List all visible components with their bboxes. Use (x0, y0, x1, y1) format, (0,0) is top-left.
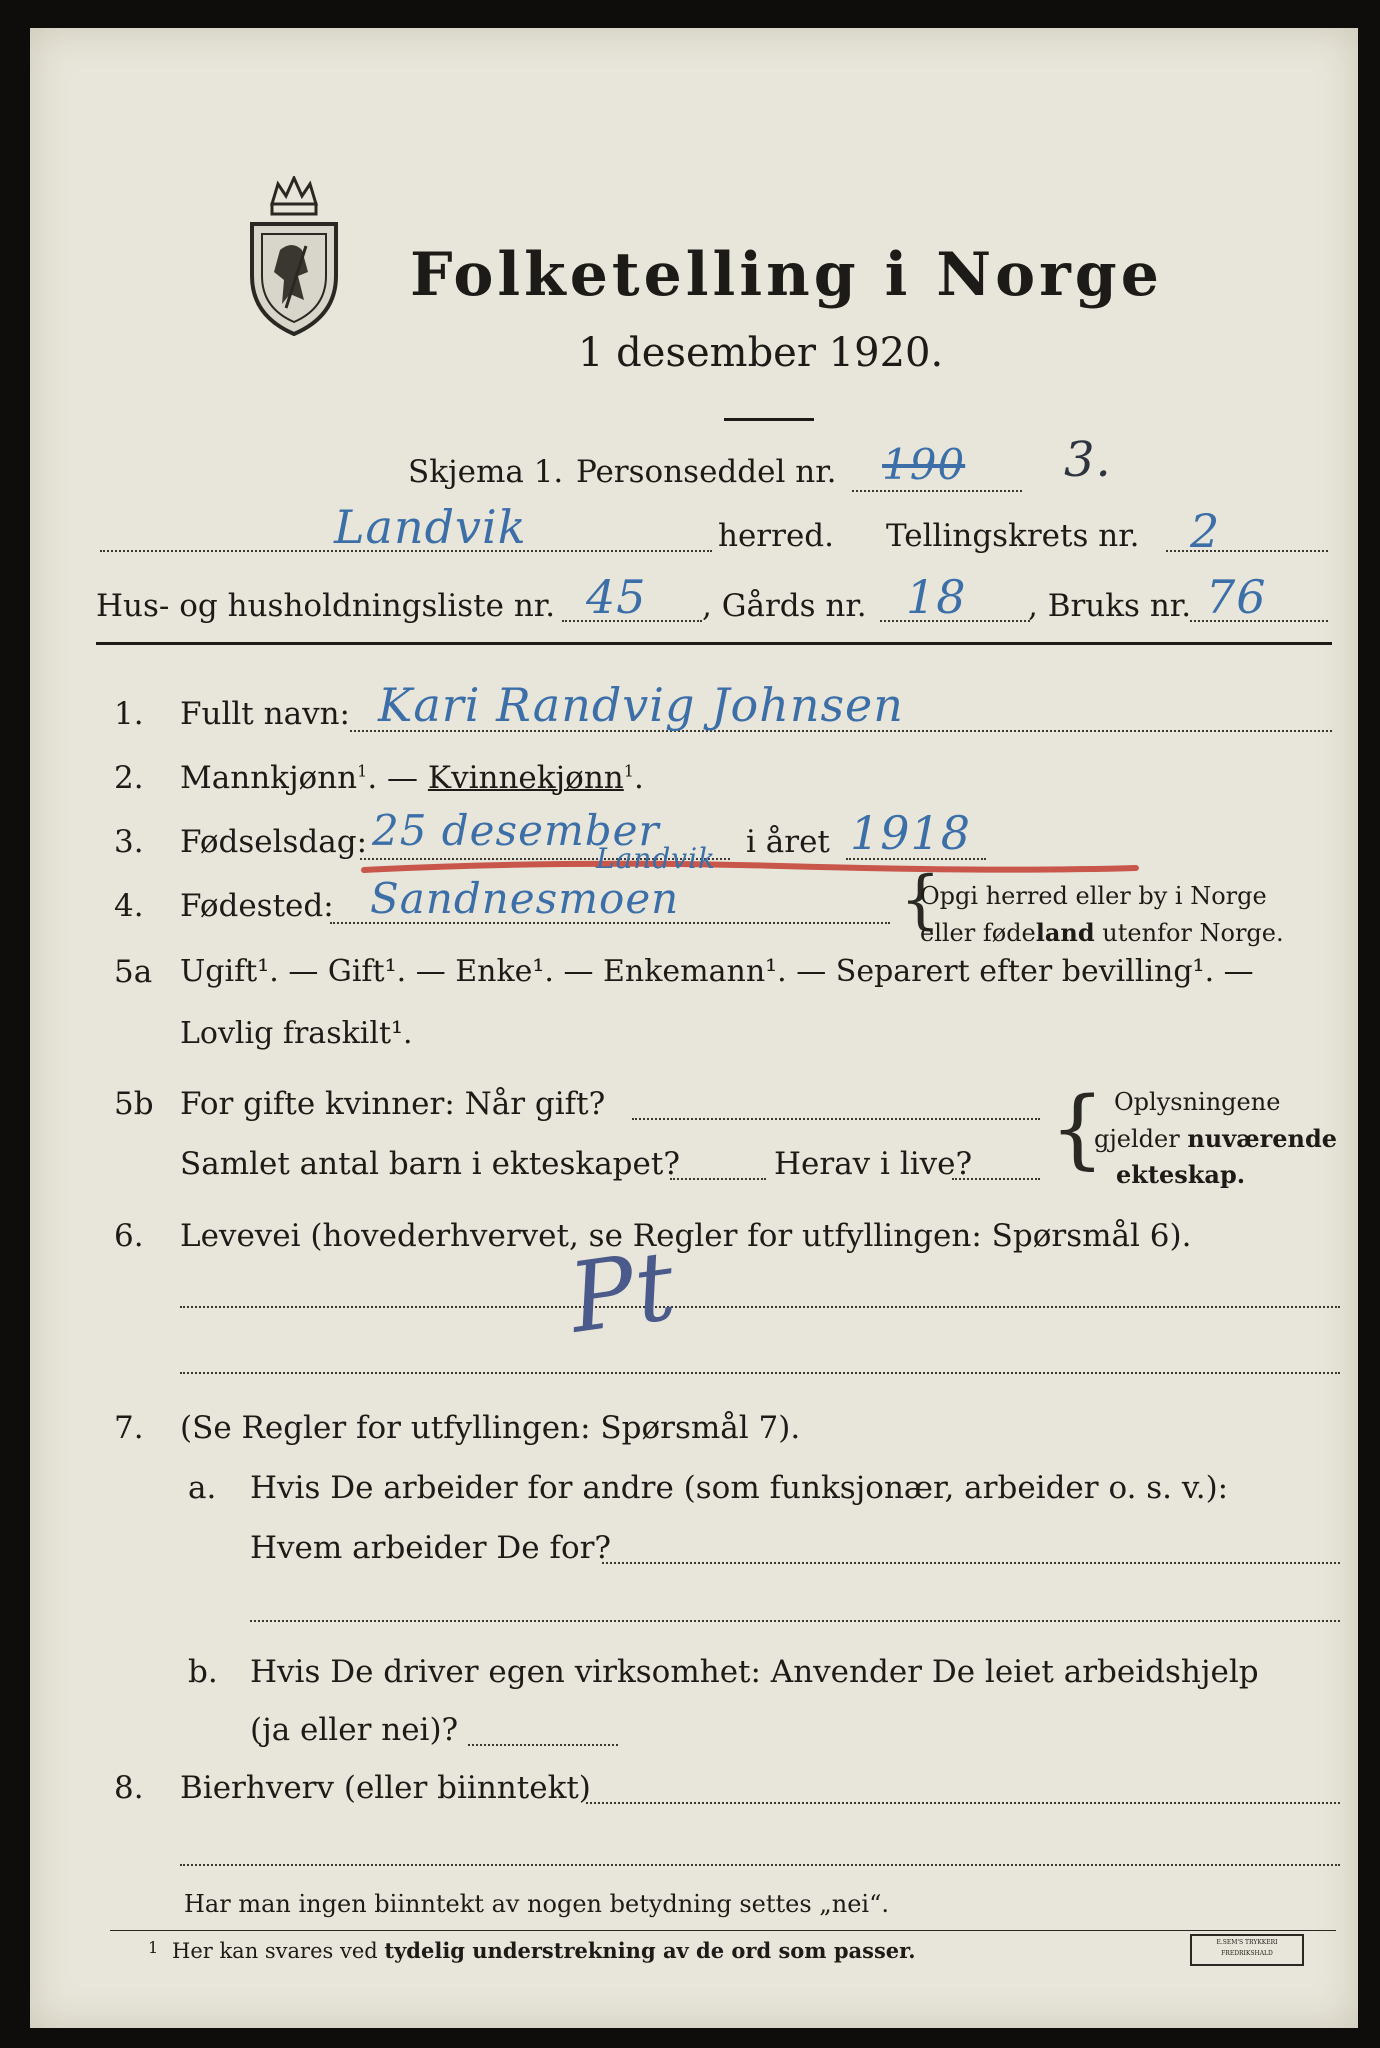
q7b-label-2: (ja eller nei)? (250, 1712, 459, 1748)
census-date: 1 desember 1920. (578, 330, 944, 376)
q5a-options-2: Lovlig fraskilt¹. (180, 1016, 413, 1051)
birthplace-insert: Landvik (596, 842, 716, 875)
sex-male: Mannkjønn (180, 760, 358, 796)
q7a-letter: a. (188, 1470, 217, 1506)
q7a-label-2: Hvem arbeider De for? (250, 1530, 612, 1566)
q8-line-2 (180, 1864, 1340, 1866)
q7-number: 7. (114, 1410, 144, 1446)
personseddel-struck-number: 190 (882, 440, 966, 489)
footnote-mark: 1 (623, 761, 634, 781)
tellingskrets-value: 2 (1190, 504, 1221, 558)
header-divider (96, 642, 1332, 645)
census-form (30, 28, 1358, 2028)
footnote-text-a: Her kan svares ved (172, 1939, 385, 1963)
q4-label: Fødested: (180, 888, 334, 924)
q4-note-2 (920, 918, 1284, 947)
q4-brace: { (900, 863, 941, 937)
footnote-text-b: tydelig understrekning av de ord som passer. (384, 1938, 916, 1963)
q8-label: Bierhverv (eller biinntekt) (180, 1770, 591, 1806)
q8-note: Har man ingen biinntekt av nogen betydning settes „nei“. (184, 1890, 889, 1918)
birth-year-value: 1918 (850, 806, 972, 860)
sex-separator: . — (367, 760, 428, 796)
personseddel-number: 3. (1064, 432, 1112, 488)
q5b-alive-line (952, 1178, 1040, 1180)
q5b-note-2b: nuværende (1187, 1124, 1338, 1153)
q5b-label-married: For gifte kvinner: Når gift? (180, 1086, 606, 1122)
footnote-mark: 1 (357, 761, 368, 781)
q7b-line (468, 1744, 618, 1746)
husholdning-label: Hus- og husholdningsliste nr. (96, 588, 556, 624)
q5a-options: Ugift¹. — Gift¹. — Enke¹. — Enkemann¹. — Separert efter bevilling¹. — (180, 954, 1254, 989)
birthday-value: 25 desember (372, 806, 660, 855)
q4-note-2b: land (1035, 918, 1095, 947)
title-divider (724, 418, 814, 421)
q4-note-2a: eller føde (920, 919, 1036, 947)
q5b-number: 5b (114, 1086, 154, 1122)
q7a-line-2 (250, 1620, 1340, 1622)
q3-number: 3. (114, 824, 144, 860)
q3-year-label: i året (746, 824, 830, 860)
q2-number: 2. (114, 760, 144, 796)
q7b-label-1: Hvis De driver egen virksomhet: Anvender De leiet arbeidshjelp (250, 1654, 1259, 1690)
birthplace-value: Sandnesmoen (370, 874, 680, 923)
q5b-married-line (632, 1118, 1040, 1120)
schema-label: Skjema 1. (408, 454, 564, 490)
personseddel-line (852, 490, 1022, 492)
sex-female-underlined: Kvinnekjønn (427, 760, 624, 796)
sex-options (180, 760, 644, 796)
q5b-note-2a: gjelder (1094, 1125, 1188, 1153)
q5b-note-3: ekteskap. (1116, 1160, 1246, 1189)
q8-number: 8. (114, 1770, 144, 1806)
q5b-brace: { (1050, 1079, 1105, 1179)
q4-note-1: Opgi herred eller by i Norge (920, 882, 1267, 910)
q5b-children-line (670, 1178, 766, 1180)
bruks-value: 76 (1206, 570, 1267, 624)
footnote-number: 1 (148, 1938, 159, 1957)
occupation-value: Pt (562, 1229, 683, 1355)
q7a-label-1: Hvis De arbeider for andre (som funksjonær, arbeider o. s. v.): (250, 1470, 1229, 1506)
q5a-number: 5a (114, 954, 153, 990)
q1-number: 1. (114, 696, 144, 732)
coat-of-arms-icon (242, 176, 346, 336)
q8-line-1 (586, 1802, 1340, 1804)
q6-line-1 (180, 1306, 1340, 1308)
sex-end: . (633, 760, 644, 796)
footnote (172, 1938, 916, 1963)
form-title: Folketelling i Norge (410, 240, 1163, 310)
herred-value: Landvik (334, 500, 527, 554)
bruks-label: , Bruks nr. (1028, 588, 1192, 624)
q7a-line-1 (602, 1562, 1340, 1564)
q4-note-2c: utenfor Norge. (1094, 919, 1284, 947)
q6-number: 6. (114, 1218, 144, 1254)
gards-value: 18 (906, 570, 967, 624)
full-name-value: Kari Randvig Johnsen (378, 678, 904, 732)
q3-label: Fødselsdag: (180, 824, 368, 860)
tellingskrets-label: Tellingskrets nr. (886, 518, 1140, 554)
q5b-note-1: Oplysningene (1114, 1088, 1281, 1116)
q7-label: (Se Regler for utfyllingen: Spørsmål 7). (180, 1410, 801, 1446)
footer-rule (110, 1930, 1336, 1931)
q4-number: 4. (114, 888, 144, 924)
q1-label: Fullt navn: (180, 696, 350, 732)
q6-line-2 (180, 1372, 1340, 1374)
gards-label: , Gårds nr. (702, 588, 867, 624)
personseddel-label: Personseddel nr. (576, 454, 837, 490)
printer-stamp: E.SEM'S TRYKKERI FREDRIKSHALD (1190, 1934, 1304, 1966)
q5b-note-2 (1094, 1124, 1337, 1153)
q5b-label-children: Samlet antal barn i ekteskapet? (180, 1146, 680, 1182)
q7b-letter: b. (188, 1654, 218, 1690)
herred-label: herred. (718, 518, 834, 554)
q6-label: Levevei (hovederhvervet, se Regler for utfyllingen: Spørsmål 6). (180, 1218, 1192, 1254)
husholdning-value: 45 (586, 570, 647, 624)
q5b-label-alive: Herav i live? (774, 1146, 973, 1182)
